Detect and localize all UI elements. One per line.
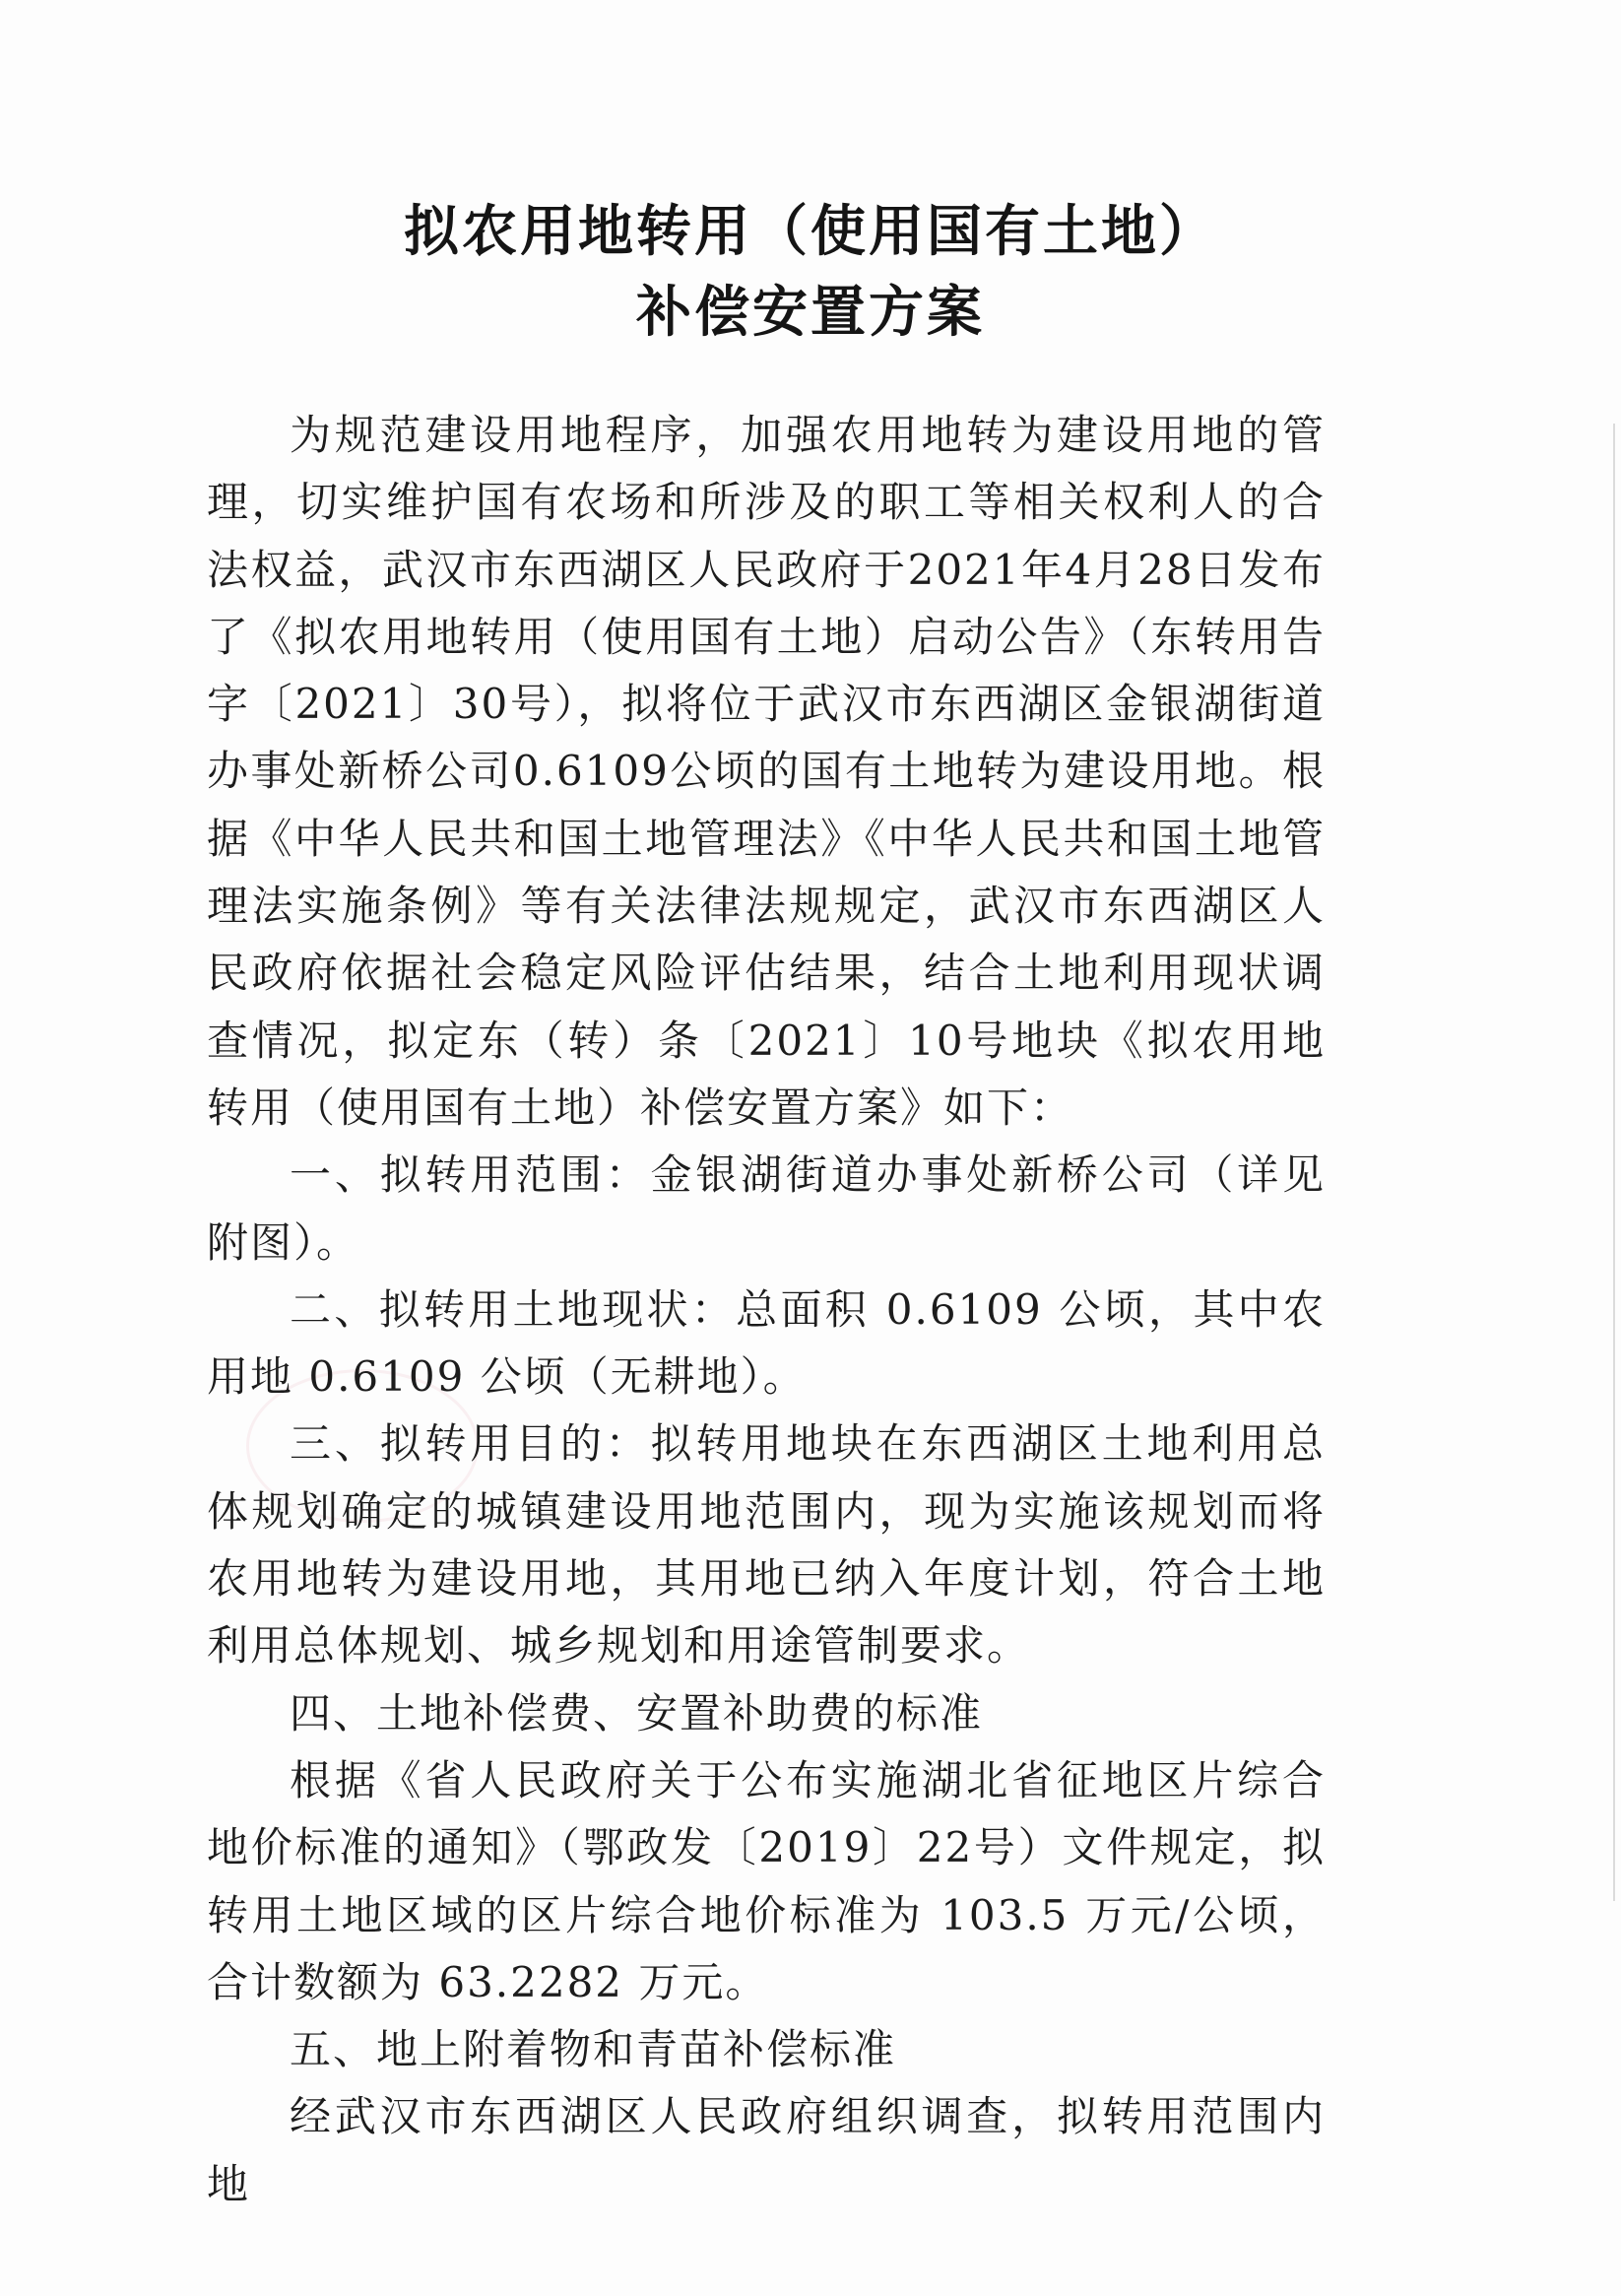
paragraph-compensation-basis: 根据《省人民政府关于公布实施湖北省征地区片综合地价标准的通知》（鄂政发〔2019〕22号）文件规定，拟转用土地区域的区片综合地价标准为 103.5 万元/公顷，合计数额为 63.2282 万元。 [207, 1755, 1326, 2006]
paragraph-land-status: 二、拟转用土地现状：总面积 0.6109 公顷，其中农用地 0.6109 公顷（无耕地）。 [207, 1284, 1326, 1402]
scan-edge-line [1613, 424, 1615, 1901]
paragraph-purpose: 三、拟转用目的：拟转用地块在东西湖区土地利用总体规划确定的城镇建设用地范围内，现为实施该规划而将农用地转为建设用地，其用地已纳入年度计划，符合土地利用总体规划、城乡规划和用途管制要求。 [207, 1419, 1326, 1671]
document-body [207, 402, 1326, 2218]
section-heading-attachments-compensation: 五、地上附着物和青苗补偿标准 [290, 2025, 897, 2074]
title-line-2: 补偿安置方案 [636, 281, 985, 345]
title-line-1: 拟农用地转用（使用国有土地） [404, 200, 1217, 264]
paragraph-intro: 为规范建设用地程序，加强农用地转为建设用地的管理，切实维护国有农场和所涉及的职工等相关权利人的合法权益，武汉市东西湖区人民政府于2021年4月28日发布了《拟农用地转用（使用国有土地）启动公告》（东转用告字〔2021〕30号），拟将位于武汉市东西湖区金银湖街道办事处新桥公司0.6109公顷的国有土地转为建设用地。根据《中华人民共和国土地管理法》《中华人民共和国土地管理法实施条例》等有关法律法规规定，武汉市东西湖区人民政府依据社会稳定风险评估结果，结合土地利用现状调查情况，拟定东（转）条〔2021〕10号地块《拟农用地转用（使用国有土地）补偿安置方案》如下： [207, 411, 1326, 1132]
section-heading-compensation-standard: 四、土地补偿费、安置补助费的标准 [290, 1688, 984, 1738]
paragraph-scope: 一、拟转用范围：金银湖街道办事处新桥公司（详见附图）。 [207, 1150, 1326, 1267]
paragraph-survey: 经武汉市东西湖区人民政府组织调查，拟转用范围内地 [207, 2092, 1326, 2208]
document-title [0, 192, 1621, 354]
